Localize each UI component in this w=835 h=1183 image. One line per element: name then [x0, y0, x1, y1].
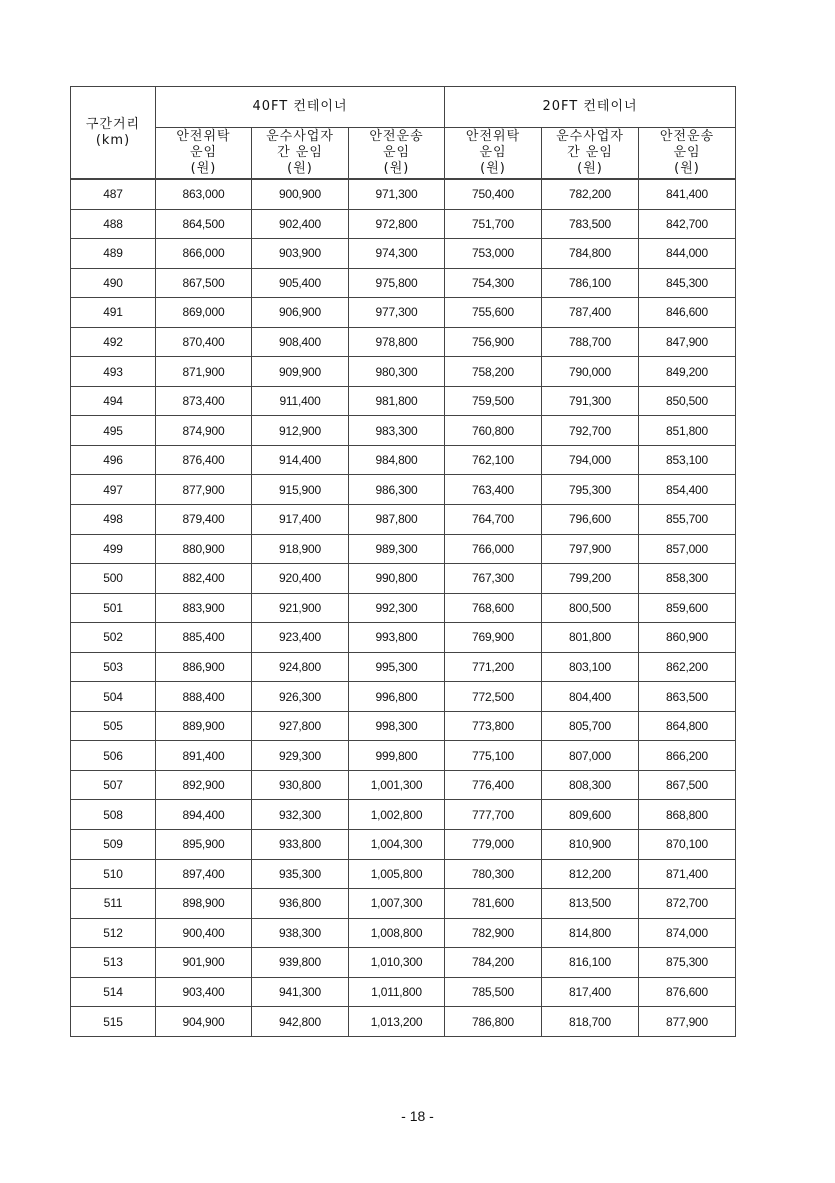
subheader-20ft-safe-consign-rate — [445, 128, 542, 180]
distance-cell: 501 — [71, 593, 156, 623]
rate-cell: 845,300 — [639, 268, 736, 298]
rate-cell: 909,900 — [252, 357, 349, 387]
rate-cell: 894,400 — [156, 800, 252, 830]
distance-cell: 497 — [71, 475, 156, 505]
rate-cell: 785,500 — [445, 977, 542, 1007]
rate-cell: 1,013,200 — [349, 1007, 445, 1037]
table-row — [71, 357, 736, 387]
rate-cell: 1,010,300 — [349, 948, 445, 978]
table-row — [71, 179, 736, 209]
subheader-text: 운수사업자 — [266, 129, 334, 144]
rate-cell: 877,900 — [156, 475, 252, 505]
distance-header — [71, 87, 156, 180]
table-row — [71, 770, 736, 800]
rate-cell: 812,200 — [542, 859, 639, 889]
rate-cell: 763,400 — [445, 475, 542, 505]
rate-cell: 872,700 — [639, 889, 736, 919]
rate-cell: 874,900 — [156, 416, 252, 446]
rate-cell: 929,300 — [252, 741, 349, 771]
rate-cell: 863,500 — [639, 682, 736, 712]
rate-cell: 750,400 — [445, 179, 542, 209]
rate-cell: 771,200 — [445, 652, 542, 682]
rate-cell: 779,000 — [445, 830, 542, 860]
rate-cell: 975,800 — [349, 268, 445, 298]
rate-cell: 847,900 — [639, 327, 736, 357]
subheader-text: 운임 — [189, 145, 218, 160]
rate-cell: 933,800 — [252, 830, 349, 860]
rate-cell: 930,800 — [252, 770, 349, 800]
rate-cell: 803,100 — [542, 652, 639, 682]
distance-cell: 514 — [71, 977, 156, 1007]
rate-cell: 989,300 — [349, 534, 445, 564]
rate-cell: 892,900 — [156, 770, 252, 800]
distance-cell: 505 — [71, 711, 156, 741]
rate-cell: 895,900 — [156, 830, 252, 860]
rate-cell: 853,100 — [639, 445, 736, 475]
table-row — [71, 268, 736, 298]
rate-cell: 817,400 — [542, 977, 639, 1007]
rate-cell: 863,000 — [156, 179, 252, 209]
rate-cell: 784,200 — [445, 948, 542, 978]
table-row — [71, 711, 736, 741]
rate-cell: 786,800 — [445, 1007, 542, 1037]
rate-cell: 935,300 — [252, 859, 349, 889]
rate-cell: 917,400 — [252, 505, 349, 535]
table-row — [71, 416, 736, 446]
rate-cell: 849,200 — [639, 357, 736, 387]
subheader-text: (원) — [383, 161, 410, 176]
rate-cell: 903,900 — [252, 239, 349, 269]
rate-cell: 906,900 — [252, 298, 349, 328]
rate-cell: 977,300 — [349, 298, 445, 328]
rate-cell: 768,600 — [445, 593, 542, 623]
group-header-40ft: 40FT 컨테이너 — [156, 87, 445, 128]
rate-cell: 924,800 — [252, 652, 349, 682]
rate-cell: 870,400 — [156, 327, 252, 357]
rate-cell: 880,900 — [156, 534, 252, 564]
rate-cell: 876,600 — [639, 977, 736, 1007]
rate-cell: 759,500 — [445, 386, 542, 416]
rate-cell: 911,400 — [252, 386, 349, 416]
rate-cell: 918,900 — [252, 534, 349, 564]
distance-cell: 488 — [71, 209, 156, 239]
table-row — [71, 564, 736, 594]
rate-cell: 813,500 — [542, 889, 639, 919]
rate-cell: 886,900 — [156, 652, 252, 682]
distance-cell: 503 — [71, 652, 156, 682]
rate-cell: 807,000 — [542, 741, 639, 771]
rate-cell: 996,800 — [349, 682, 445, 712]
table-row — [71, 977, 736, 1007]
rate-cell: 974,300 — [349, 239, 445, 269]
subheader-text: (원) — [480, 161, 506, 176]
distance-cell: 499 — [71, 534, 156, 564]
rate-cell: 941,300 — [252, 977, 349, 1007]
subheader-text: 간 운임 — [567, 145, 613, 160]
rate-cell: 1,011,800 — [349, 977, 445, 1007]
rate-cell: 790,000 — [542, 357, 639, 387]
rate-cell: 873,400 — [156, 386, 252, 416]
table-row — [71, 918, 736, 948]
rate-cell: 786,100 — [542, 268, 639, 298]
rate-cell: 797,900 — [542, 534, 639, 564]
rate-cell: 780,300 — [445, 859, 542, 889]
rate-cell: 1,008,800 — [349, 918, 445, 948]
rate-cell: 987,800 — [349, 505, 445, 535]
rate-cell: 791,300 — [542, 386, 639, 416]
distance-cell: 506 — [71, 741, 156, 771]
rate-cell: 876,400 — [156, 445, 252, 475]
table-row — [71, 445, 736, 475]
subheader-row — [71, 128, 736, 180]
rate-cell: 801,800 — [542, 623, 639, 653]
distance-cell: 511 — [71, 889, 156, 919]
rate-cell: 769,900 — [445, 623, 542, 653]
subheader-text: (원) — [287, 161, 313, 176]
group-header-20ft: 20FT 컨테이너 — [445, 87, 736, 128]
table-body — [71, 179, 736, 1036]
distance-cell: 496 — [71, 445, 156, 475]
rate-cell: 879,400 — [156, 505, 252, 535]
table-row — [71, 593, 736, 623]
distance-cell: 515 — [71, 1007, 156, 1037]
rate-cell: 782,200 — [542, 179, 639, 209]
rate-cell: 866,000 — [156, 239, 252, 269]
subheader-text: 운임 — [479, 145, 507, 160]
rate-cell: 755,600 — [445, 298, 542, 328]
rate-cell: 927,800 — [252, 711, 349, 741]
rate-cell: 993,800 — [349, 623, 445, 653]
rate-cell: 864,800 — [639, 711, 736, 741]
rate-cell: 766,000 — [445, 534, 542, 564]
rate-cell: 984,800 — [349, 445, 445, 475]
table-row — [71, 889, 736, 919]
rate-cell: 794,000 — [542, 445, 639, 475]
rate-cell: 805,700 — [542, 711, 639, 741]
rate-cell: 814,800 — [542, 918, 639, 948]
table-row — [71, 741, 736, 771]
table-header — [71, 87, 736, 180]
rate-cell: 871,900 — [156, 357, 252, 387]
rate-cell: 795,300 — [542, 475, 639, 505]
distance-cell: 491 — [71, 298, 156, 328]
rate-cell: 908,400 — [252, 327, 349, 357]
distance-cell: 509 — [71, 830, 156, 860]
rate-cell: 781,600 — [445, 889, 542, 919]
rate-cell: 810,900 — [542, 830, 639, 860]
rate-cell: 901,900 — [156, 948, 252, 978]
rate-cell: 808,300 — [542, 770, 639, 800]
table-row — [71, 327, 736, 357]
rate-cell: 871,400 — [639, 859, 736, 889]
rate-cell: 868,800 — [639, 800, 736, 830]
rate-cell: 777,700 — [445, 800, 542, 830]
rate-cell: 932,300 — [252, 800, 349, 830]
rate-cell: 864,500 — [156, 209, 252, 239]
rate-cell: 882,400 — [156, 564, 252, 594]
distance-cell: 493 — [71, 357, 156, 387]
distance-cell: 513 — [71, 948, 156, 978]
table-row — [71, 859, 736, 889]
rate-cell: 860,900 — [639, 623, 736, 653]
distance-cell: 512 — [71, 918, 156, 948]
rate-cell: 758,200 — [445, 357, 542, 387]
rate-cell: 859,600 — [639, 593, 736, 623]
distance-cell: 487 — [71, 179, 156, 209]
rate-cell: 862,200 — [639, 652, 736, 682]
rate-cell: 875,300 — [639, 948, 736, 978]
freight-rate-table — [70, 86, 736, 1037]
rate-cell: 981,800 — [349, 386, 445, 416]
rate-cell: 1,002,800 — [349, 800, 445, 830]
rate-cell: 980,300 — [349, 357, 445, 387]
rate-cell: 760,800 — [445, 416, 542, 446]
distance-cell: 502 — [71, 623, 156, 653]
rate-cell: 867,500 — [639, 770, 736, 800]
rate-cell: 990,800 — [349, 564, 445, 594]
distance-cell: 507 — [71, 770, 156, 800]
rate-cell: 1,007,300 — [349, 889, 445, 919]
rate-cell: 914,400 — [252, 445, 349, 475]
rate-cell: 921,900 — [252, 593, 349, 623]
rate-cell: 851,800 — [639, 416, 736, 446]
rate-cell: 877,900 — [639, 1007, 736, 1037]
rate-cell: 764,700 — [445, 505, 542, 535]
rate-cell: 773,800 — [445, 711, 542, 741]
subheader-text: (원) — [577, 161, 603, 176]
rate-cell: 1,005,800 — [349, 859, 445, 889]
rate-cell: 992,300 — [349, 593, 445, 623]
rate-cell: 788,700 — [542, 327, 639, 357]
rate-cell: 897,400 — [156, 859, 252, 889]
subheader-text: 운수사업자 — [556, 129, 624, 144]
rate-cell: 903,400 — [156, 977, 252, 1007]
distance-cell: 495 — [71, 416, 156, 446]
rate-cell: 783,500 — [542, 209, 639, 239]
subheader-text: (원) — [190, 161, 217, 176]
distance-cell: 492 — [71, 327, 156, 357]
rate-cell: 1,001,300 — [349, 770, 445, 800]
subheader-text: 운임 — [673, 145, 701, 160]
subheader-text: 간 운임 — [277, 145, 323, 160]
rate-cell: 926,300 — [252, 682, 349, 712]
rate-cell: 900,400 — [156, 918, 252, 948]
rate-cell: 842,700 — [639, 209, 736, 239]
table-row — [71, 800, 736, 830]
rate-cell: 972,800 — [349, 209, 445, 239]
table-row — [71, 830, 736, 860]
rate-cell: 858,300 — [639, 564, 736, 594]
table-row — [71, 298, 736, 328]
distance-cell: 510 — [71, 859, 156, 889]
page-number: - 18 - — [401, 1108, 434, 1124]
rate-cell: 799,200 — [542, 564, 639, 594]
table-row — [71, 623, 736, 653]
rate-cell: 905,400 — [252, 268, 349, 298]
rate-cell: 874,000 — [639, 918, 736, 948]
subheader-text: 안전운송 — [369, 129, 424, 144]
subheader-text: (원) — [674, 161, 700, 176]
rate-cell: 888,400 — [156, 682, 252, 712]
rate-cell: 904,900 — [156, 1007, 252, 1037]
rate-cell: 883,900 — [156, 593, 252, 623]
rate-cell: 816,100 — [542, 948, 639, 978]
rate-cell: 854,400 — [639, 475, 736, 505]
table-row — [71, 239, 736, 269]
rate-cell: 866,200 — [639, 741, 736, 771]
rate-cell: 846,600 — [639, 298, 736, 328]
rate-cell: 753,000 — [445, 239, 542, 269]
distance-cell: 504 — [71, 682, 156, 712]
subheader-40ft-safe-consign-rate — [156, 128, 252, 180]
rate-cell: 885,400 — [156, 623, 252, 653]
rate-cell: 978,800 — [349, 327, 445, 357]
rate-cell: 889,900 — [156, 711, 252, 741]
rate-cell: 857,000 — [639, 534, 736, 564]
subheader-text: 안전위탁 — [465, 129, 521, 144]
rate-cell: 792,700 — [542, 416, 639, 446]
distance-cell: 494 — [71, 386, 156, 416]
rate-cell: 762,100 — [445, 445, 542, 475]
table-row — [71, 652, 736, 682]
rate-cell: 841,400 — [639, 179, 736, 209]
rate-cell: 867,500 — [156, 268, 252, 298]
subheader-20ft-carrier-rate — [542, 128, 639, 180]
rate-cell: 754,300 — [445, 268, 542, 298]
rate-cell: 869,000 — [156, 298, 252, 328]
distance-cell: 498 — [71, 505, 156, 535]
rate-cell: 986,300 — [349, 475, 445, 505]
rate-cell: 939,800 — [252, 948, 349, 978]
distance-cell: 490 — [71, 268, 156, 298]
rate-cell: 804,400 — [542, 682, 639, 712]
subheader-20ft-safe-transport-rate — [639, 128, 736, 180]
rate-cell: 983,300 — [349, 416, 445, 446]
rate-cell: 776,400 — [445, 770, 542, 800]
rate-cell: 942,800 — [252, 1007, 349, 1037]
table-row — [71, 386, 736, 416]
rate-cell: 999,800 — [349, 741, 445, 771]
table-row — [71, 534, 736, 564]
table-row — [71, 505, 736, 535]
subheader-text: 안전운송 — [659, 129, 715, 144]
table-row — [71, 475, 736, 505]
rate-cell: 782,900 — [445, 918, 542, 948]
distance-cell: 489 — [71, 239, 156, 269]
rate-cell: 891,400 — [156, 741, 252, 771]
table-row — [71, 948, 736, 978]
rate-cell: 818,700 — [542, 1007, 639, 1037]
rate-cell: 751,700 — [445, 209, 542, 239]
rate-cell: 767,300 — [445, 564, 542, 594]
rate-cell: 1,004,300 — [349, 830, 445, 860]
rate-cell: 936,800 — [252, 889, 349, 919]
rate-cell: 850,500 — [639, 386, 736, 416]
subheader-text: 운임 — [382, 145, 411, 160]
rate-cell: 998,300 — [349, 711, 445, 741]
rate-cell: 772,500 — [445, 682, 542, 712]
distance-header-label: 구간거리 — [85, 116, 141, 132]
rate-cell: 775,100 — [445, 741, 542, 771]
rate-cell: 844,000 — [639, 239, 736, 269]
distance-cell: 500 — [71, 564, 156, 594]
rate-cell: 900,900 — [252, 179, 349, 209]
rate-cell: 902,400 — [252, 209, 349, 239]
table-row — [71, 682, 736, 712]
rate-cell: 938,300 — [252, 918, 349, 948]
rate-cell: 796,600 — [542, 505, 639, 535]
rate-cell: 923,400 — [252, 623, 349, 653]
rate-cell: 920,400 — [252, 564, 349, 594]
rate-cell: 756,900 — [445, 327, 542, 357]
subheader-text: 안전위탁 — [176, 129, 231, 144]
subheader-40ft-carrier-rate — [252, 128, 349, 180]
table-row — [71, 209, 736, 239]
rate-cell: 912,900 — [252, 416, 349, 446]
distance-header-unit: (km) — [95, 132, 131, 148]
subheader-40ft-safe-transport-rate — [349, 128, 445, 180]
rate-cell: 898,900 — [156, 889, 252, 919]
rate-cell: 915,900 — [252, 475, 349, 505]
rate-cell: 784,800 — [542, 239, 639, 269]
rate-cell: 800,500 — [542, 593, 639, 623]
rate-cell: 995,300 — [349, 652, 445, 682]
rate-cell: 971,300 — [349, 179, 445, 209]
rate-cell: 809,600 — [542, 800, 639, 830]
distance-cell: 508 — [71, 800, 156, 830]
rate-cell: 787,400 — [542, 298, 639, 328]
rate-cell: 855,700 — [639, 505, 736, 535]
rate-cell: 870,100 — [639, 830, 736, 860]
table-row — [71, 1007, 736, 1037]
